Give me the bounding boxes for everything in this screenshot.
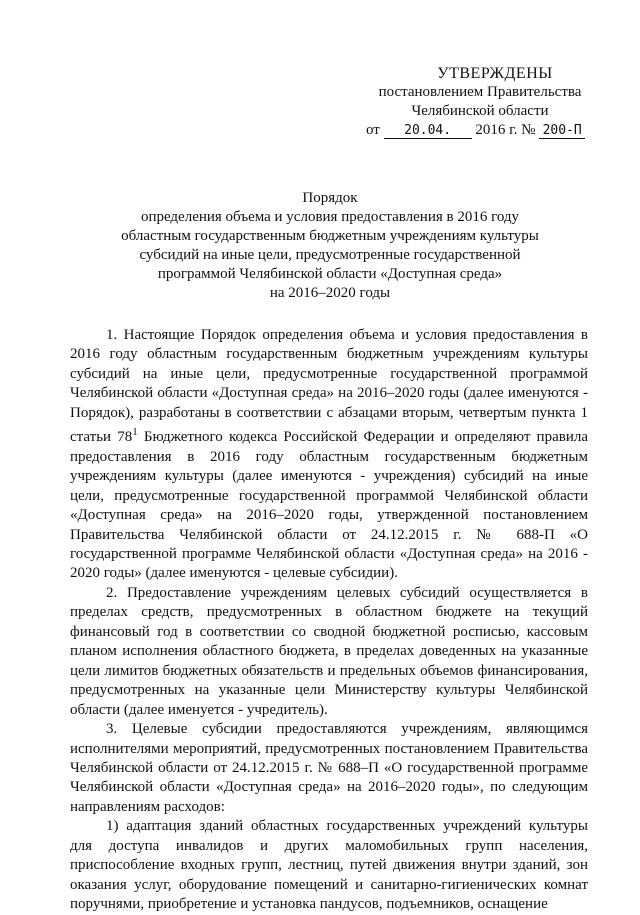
approval-line-1: постановлением Правительства <box>378 84 582 100</box>
title-line-6: на 2016–2020 годы <box>269 285 391 301</box>
paragraph-1-part-a: 1. Настоящие Порядок определения объема и условия предоставления в 2016 году областным государственным бюджетным учреждениям культуры субсидий на иные цели, предусмотренные государственной программой Челябинской области «Доступная среда» на 2016–2020 годы (далее именуются - Порядок), разработаны в соответствии с абзацами вторым, четвертым пункта 1 статьи 78 <box>70 327 588 446</box>
date-prefix: от <box>366 122 380 138</box>
title-line-3: областным государственным бюджетным учреждениям культуры <box>121 228 539 244</box>
title-line-5: программой Челябинской области «Доступная среда» <box>157 266 503 282</box>
approval-date-line <box>366 121 600 140</box>
paragraph-4: 1) адаптация зданий областных государственных учреждений культуры для доступа инвалидов и других маломобильных групп населения, приспособление входных групп, лестниц, путей движения внутри зданий, зон оказания услуг, оборудование помещений и санитарно-гигиенических комнат поручнями, приобретение и установка пандусов, подъемников, оснащение <box>70 818 588 913</box>
paragraph-2: 2. Предоставление учреждениям целевых субсидий осуществляется в пределах средств, предусмотренных в областном бюджете на текущий финансовый год в соответствии со сводной бюджетной росписью, кассовым планом исполнения областного бюджета, в пределах доведенных на указанные цели лимитов бюджетных обязательств и предельных объемов финансирования, предусмотренных на указанные цели Министерству культуры Челябинской области (далее именуется - учредитель). <box>70 584 588 718</box>
approval-block <box>360 64 600 140</box>
title-line-1: Порядок <box>302 190 358 206</box>
approval-heading: УТВЕРЖДЕНЫ <box>437 65 553 82</box>
title-line-4: субсидий на иные цели, предусмотренные государственной <box>139 247 521 263</box>
document-body <box>70 326 588 915</box>
date-value: 20.04. <box>384 124 472 139</box>
document-title <box>70 189 590 303</box>
approval-line-2: Челябинской области <box>411 103 549 119</box>
paragraph-1-part-b: Бюджетного кодекса Российской Федерации и определяют правила предоставления в 2016 году областным государственным бюджетным учреждениям культуры (далее именуются - учреждения) субсидий на иные цели, предусмотренные государственной программой Челябинской области «Доступная среда» на 2016–2020 годы, утвержденной постановлением Правительства Челябинской области от 24.12.2015 г. № 688-П «О государственной программе Челябинской области «Доступная среда» на 2016 - 2020 годы» (далее именуются - целевые субсидии). <box>70 429 588 582</box>
paragraph-3: 3. Целевые субсидии предоставляются учреждениям, являющимся исполнителями мероприятий, предусмотренных постановлением Правительства Челябинской области от 24.12.2015 г. № 688–П «О государственной программе Челябинской области «Доступная среда» на 2016–2020 годы», по следующим направлениям расходов: <box>70 721 588 815</box>
title-line-2: определения объема и условия предоставления в 2016 году <box>140 209 520 225</box>
article-superscript: 1 <box>132 426 138 439</box>
number-value: 200-П <box>539 124 585 139</box>
year-text: 2016 г. № <box>475 122 536 138</box>
paragraph-1 <box>70 326 588 584</box>
